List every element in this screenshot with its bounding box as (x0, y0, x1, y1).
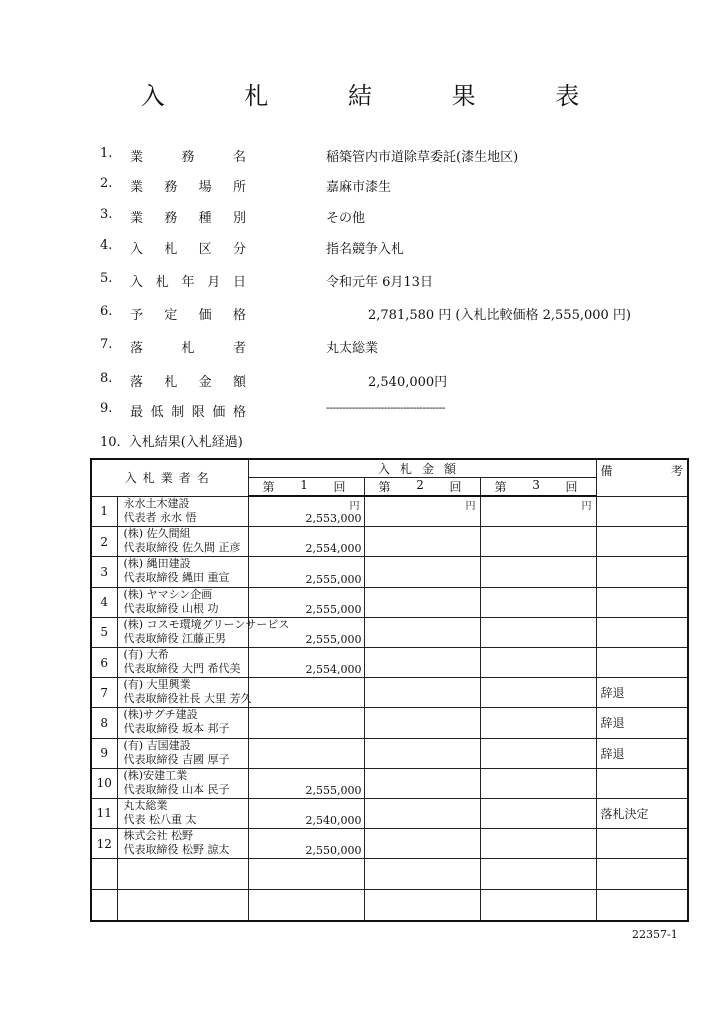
row-number: 5 (91, 617, 117, 647)
header-round-1: 第 1 回 (248, 478, 364, 497)
round-3-amount (480, 738, 596, 768)
empty-cell (596, 859, 688, 890)
item-value: 嘉麻市漆生 (326, 180, 392, 195)
bid-value: 2,555,000 (305, 783, 362, 797)
round-3-amount (480, 587, 596, 617)
company-name: (有) 大希 (123, 647, 169, 661)
remarks-cell: 辞退 (596, 678, 688, 708)
remarks-cell: 辞退 (596, 738, 688, 768)
row-number: 7 (91, 678, 117, 708)
representative-name: 代表者 永水 悟 (123, 510, 197, 524)
row-number: 4 (91, 587, 117, 617)
item-number: 7. (100, 337, 113, 352)
company-name: (株) ヤマシン企画 (123, 587, 213, 601)
table-row (91, 557, 688, 587)
representative-name: 代表取締役 松野 諒太 (123, 843, 230, 857)
representative-name: 代表取締役 江藤正男 (123, 631, 226, 645)
header-round-2: 第 2 回 (364, 478, 480, 497)
round-3-amount (480, 647, 596, 677)
bidder-cell (117, 738, 248, 768)
bidder-cell (117, 587, 248, 617)
remarks-cell (596, 617, 688, 647)
bidder-cell (117, 708, 248, 738)
yen-unit: 円 (465, 501, 476, 512)
company-name: (株)安建工業 (123, 768, 188, 782)
row-number: 1 (91, 496, 117, 527)
round-3-amount (480, 708, 596, 738)
header-round-3: 第 3 回 (480, 478, 596, 497)
round-2-amount (364, 738, 480, 768)
round-1-amount (248, 768, 364, 798)
company-name: (株) コスモ環境グリーンサービス (123, 617, 290, 631)
representative-name: 代表取締役 山本 民子 (123, 782, 230, 796)
round-2-amount (364, 829, 480, 859)
round-1-amount (248, 587, 364, 617)
yen-unit: 円 (581, 501, 592, 512)
round-1-amount (248, 738, 364, 768)
round-3-amount (480, 527, 596, 557)
row-number: 8 (91, 708, 117, 738)
header-remarks: 備 考 (596, 459, 688, 496)
empty-cell (91, 859, 117, 890)
empty-cell (480, 890, 596, 922)
item-label: 業 務 種 別 (130, 211, 246, 226)
bid-value: 2,553,000 (305, 512, 362, 526)
table-row (91, 496, 688, 527)
row-number: 10 (91, 768, 117, 798)
round-2-amount (364, 708, 480, 738)
item-label: 入 札 年 月 日 (130, 275, 246, 290)
item-number: 8. (100, 371, 113, 386)
empty-cell (364, 890, 480, 922)
row-number: 2 (91, 527, 117, 557)
item-label: 落 札 者 (130, 341, 246, 356)
table-row (91, 587, 688, 617)
item-10 (100, 431, 251, 450)
round-2-amount (364, 587, 480, 617)
round-3-amount (480, 798, 596, 828)
table-row (91, 617, 688, 647)
item-label: 落 札 金 額 (130, 375, 246, 390)
representative-name: 代表取締役 山根 功 (123, 601, 219, 615)
empty-cell (364, 859, 480, 890)
remarks-cell (596, 768, 688, 798)
representative-name: 代表取締役 大門 希代美 (123, 661, 241, 675)
item-label: 予 定 価 格 (130, 308, 246, 323)
round-1-amount (248, 829, 364, 859)
row-number: 12 (91, 829, 117, 859)
empty-cell (248, 859, 364, 890)
item-number: 3. (100, 207, 113, 222)
round-2-amount (364, 617, 480, 647)
company-name: 丸太総業 (123, 798, 168, 812)
table-row (91, 708, 688, 738)
item-value: 2,781,580 円 (入札比較価格 2,555,000 円) (368, 308, 631, 323)
document-number: 22357-1 (632, 928, 678, 941)
item-number: 9. (100, 401, 113, 416)
representative-name: 代表取締役 吉國 厚子 (123, 752, 230, 766)
representative-name: 代表取締役社長 大里 芳久 (123, 692, 252, 706)
item-number: 1. (100, 146, 113, 161)
round-2-amount (364, 527, 480, 557)
item-10-label: 入札結果(入札経過) (128, 435, 243, 450)
round-1-amount (248, 617, 364, 647)
round-1-amount (248, 798, 364, 828)
empty-cell (248, 890, 364, 922)
round-2-amount (364, 768, 480, 798)
header-bid-amount: 入札金額 (248, 459, 596, 478)
page-title: 入 札 結 果 表 (140, 82, 616, 110)
representative-name: 代表取締役 坂本 邦子 (123, 722, 230, 736)
company-name: 株式会社 松野 (123, 829, 193, 843)
remarks-cell (596, 587, 688, 617)
company-name: (有) 吉国建設 (123, 738, 191, 752)
item-number: 6. (100, 304, 113, 319)
company-name: 永水土木建設 (123, 496, 190, 510)
remarks-cell (596, 829, 688, 859)
item-label: 入 札 区 分 (130, 242, 246, 257)
bidder-cell (117, 678, 252, 708)
item-value: 指名競争入札 (326, 242, 405, 257)
round-3-amount (480, 768, 596, 798)
round-1-amount (248, 678, 364, 708)
item-value: 丸太総業 (326, 341, 379, 356)
bid-value: 2,555,000 (305, 602, 362, 616)
bid-value: 2,554,000 (305, 542, 362, 556)
empty-cell (480, 859, 596, 890)
bidder-cell (117, 557, 248, 587)
bidder-cell (117, 617, 290, 647)
bid-value: 2,540,000 (305, 814, 362, 828)
company-name: (株) 佐久間組 (123, 527, 191, 541)
item-number: 2. (100, 176, 113, 191)
row-number: 9 (91, 738, 117, 768)
empty-row (91, 859, 688, 890)
remarks-cell: 辞退 (596, 708, 688, 738)
item-label: 業 務 名 (130, 150, 246, 165)
row-number: 3 (91, 557, 117, 587)
remarks-cell (596, 557, 688, 587)
round-2-amount (364, 557, 480, 587)
company-name: (有) 大里興業 (123, 678, 191, 692)
remarks-cell: 落札決定 (596, 798, 688, 828)
item-value: 令和元年 6月13日 (326, 275, 433, 290)
bid-results-table (90, 458, 689, 922)
bidder-cell (117, 829, 248, 859)
item-value: 稲築管内市道除草委託(漆生地区) (326, 150, 519, 165)
representative-name: 代表 松八重 太 (123, 812, 197, 826)
round-3-amount (480, 829, 596, 859)
empty-cell (596, 890, 688, 922)
table-row (91, 798, 688, 828)
table-row (91, 829, 688, 859)
empty-cell (91, 890, 117, 922)
round-3-amount (480, 557, 596, 587)
bid-value: 2,550,000 (305, 844, 362, 858)
item-number: 5. (100, 271, 113, 286)
bidder-cell (117, 527, 248, 557)
row-number: 11 (91, 798, 117, 828)
company-name: (株) 縄田建設 (123, 557, 191, 571)
table-row (91, 768, 688, 798)
item-10-number: 10. (100, 435, 121, 450)
remarks-cell (596, 496, 688, 527)
item-label: 最 低 制 限 価 格 (130, 405, 246, 420)
representative-name: 代表取締役 佐久間 正彦 (123, 541, 241, 555)
representative-name: 代表取締役 縄田 重宣 (123, 571, 230, 585)
round-1-amount (248, 708, 364, 738)
row-number: 6 (91, 647, 117, 677)
round-2-amount (364, 647, 480, 677)
table-row (91, 647, 688, 677)
remarks-cell (596, 647, 688, 677)
round-3-amount (480, 617, 596, 647)
bidder-cell (117, 496, 248, 527)
bidder-cell (117, 647, 248, 677)
empty-row (91, 890, 688, 922)
remarks-cell (596, 527, 688, 557)
item-number: 4. (100, 238, 113, 253)
company-name: (株)サグチ建設 (123, 708, 198, 722)
item-value: 2,540,000円 (368, 375, 448, 390)
empty-cell (117, 859, 248, 890)
yen-unit: 円 (349, 501, 360, 512)
empty-cell (117, 890, 248, 922)
header-bidder-name: 入札業者名 (91, 459, 248, 496)
bid-value: 2,555,000 (305, 572, 362, 586)
round-2-amount (364, 678, 480, 708)
table-row (91, 527, 688, 557)
bid-value: 2,555,000 (305, 632, 362, 646)
round-1-amount (248, 496, 364, 527)
table-row (91, 738, 688, 768)
item-value: その他 (326, 211, 366, 226)
bid-value: 2,554,000 (305, 663, 362, 677)
round-1-amount (248, 557, 364, 587)
round-3-amount (480, 496, 596, 527)
round-2-amount (364, 798, 480, 828)
round-2-amount (364, 496, 480, 527)
round-3-amount (480, 678, 596, 708)
item-value: ------------------------------------- (326, 401, 446, 414)
item-label: 業 務 場 所 (130, 180, 246, 195)
round-1-amount (248, 527, 364, 557)
table-row (91, 678, 688, 708)
bidder-cell (117, 798, 248, 828)
bidder-cell (117, 768, 248, 798)
round-1-amount (248, 647, 364, 677)
